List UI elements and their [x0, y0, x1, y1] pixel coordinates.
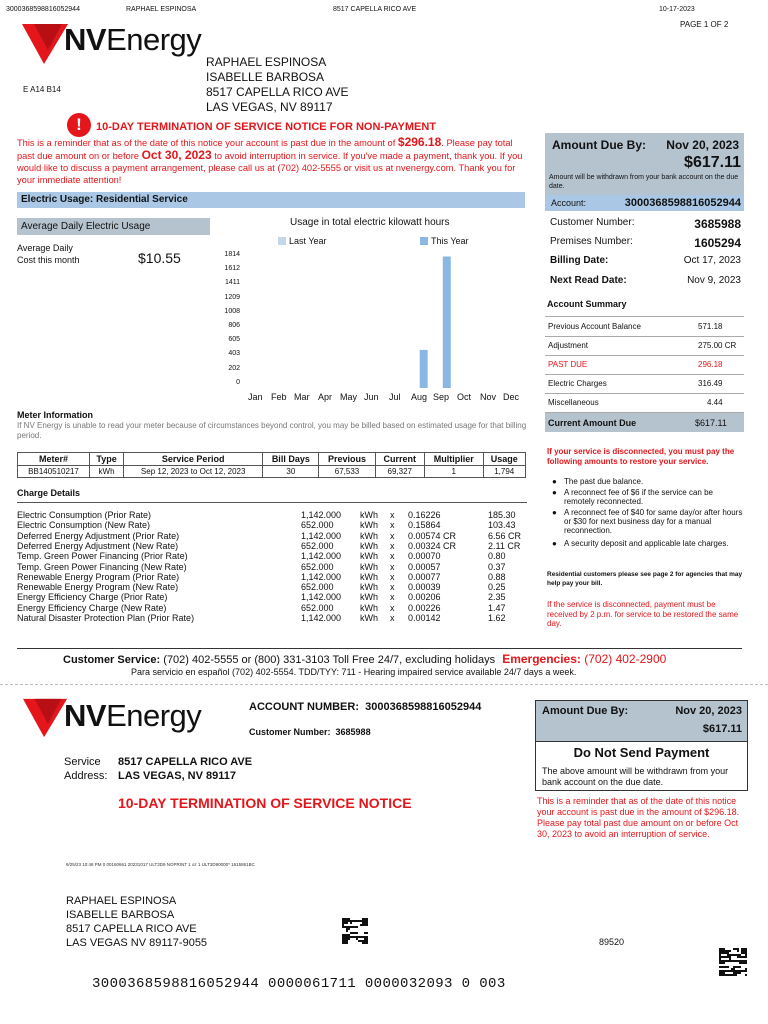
- charge-row: [17, 510, 527, 520]
- summary-row-past-due: [545, 355, 744, 375]
- charge-cell: 0.00574 CR: [408, 530, 457, 541]
- y-tick-label: 0: [236, 378, 240, 386]
- notice-text-part: to avoid interruption in service. If you've made a payment, thank you. If you would like to discuss a payment arrangement, please call us at (702) 402-5555 or visit us at nvenergy.com. Thank you for your immediate attention!: [17, 151, 523, 185]
- summary-row: [545, 374, 744, 394]
- tear-line: [0, 684, 768, 685]
- notice-text-part: . Please pay total past due amount on or before: [17, 138, 513, 161]
- zip-code: 89520: [599, 937, 625, 947]
- disconnect-bullet: ● A reconnect fee of $6 if the service can be remotely reconnected.: [564, 488, 744, 506]
- charge-cell: x: [390, 540, 395, 551]
- recipient-line: RAPHAEL ESPINOSA: [206, 55, 327, 69]
- avg-cost-label: [17, 242, 80, 266]
- summary-label: Previous Account Balance: [548, 322, 641, 331]
- x-month-label: Dec: [503, 392, 520, 402]
- amount-due-label: Amount Due By:: [552, 138, 646, 152]
- stub-customer-line: [249, 727, 371, 737]
- charge-cell: x: [390, 613, 395, 623]
- summary-label: Adjustment: [548, 341, 589, 350]
- charge-cell: Deferred Energy Adjustment (Prior Rate): [17, 530, 180, 541]
- notice-amount: $296.18: [397, 135, 442, 149]
- summary-value: 316.49: [698, 379, 723, 388]
- charge-cell: 0.80: [488, 551, 506, 562]
- meter-col-header: Usage: [483, 453, 525, 466]
- bar-aug-this-year: [420, 350, 428, 388]
- charge-cell: kWh: [360, 561, 378, 572]
- notice-text: [17, 136, 529, 186]
- meter-cell: 69,327: [375, 466, 424, 478]
- mailing-address: [66, 894, 207, 950]
- charge-cell: 185.30: [488, 510, 516, 520]
- account-label: Account:: [551, 198, 587, 208]
- stub-customer-label: Customer Number:: [249, 727, 331, 737]
- account-value: 3000368598816052944: [624, 197, 741, 209]
- emergency-phone: (702) 402-2900: [584, 652, 667, 666]
- charge-cell: Renewable Energy Program (New Rate): [17, 582, 179, 593]
- notice-date: Oct 30, 2023: [141, 148, 212, 162]
- usage-chart: [244, 255, 524, 390]
- charge-cell: 1,142.000: [301, 592, 342, 603]
- notice-text-part: This is a reminder that as of the date of this notice your account is past due in the amount of: [17, 138, 396, 148]
- charge-cell: 0.00070: [408, 551, 441, 562]
- next-read-date-row: [545, 275, 744, 286]
- charge-cell: Temp. Green Power Financing (New Rate): [17, 561, 187, 572]
- charge-cell: 0.15864: [408, 520, 441, 531]
- charge-cell: x: [390, 602, 395, 613]
- mail-line: ISABELLE BARBOSA: [66, 909, 175, 921]
- header-account-number: 3000368598816052944: [6, 6, 80, 13]
- customer-number-row: [545, 217, 744, 231]
- bar-sep-this-year: [443, 257, 451, 389]
- charge-cell: 652.000: [301, 602, 334, 613]
- charge-row: [17, 520, 527, 530]
- y-tick-label: 1612: [224, 265, 240, 273]
- stub-customer-value: 3685988: [335, 727, 371, 737]
- charge-cell: 2.11 CR: [488, 540, 521, 551]
- y-tick-label: 1411: [224, 279, 240, 287]
- qr-code-icon: [342, 918, 368, 944]
- y-tick-label: 1814: [224, 251, 240, 258]
- customer-service-line: [63, 652, 666, 666]
- charge-cell: 0.25: [488, 582, 506, 593]
- charge-cell: 0.00057: [408, 561, 441, 572]
- info-label: Next Read Date:: [550, 275, 627, 286]
- stub-payment-box: [535, 741, 748, 791]
- payment-note: If the service is disconnected, payment must be received by 2 p.m. for service to be restored the same day.: [547, 600, 739, 628]
- charge-cell: x: [390, 551, 395, 562]
- nv-energy-logo: [22, 20, 202, 68]
- current-amount-value: $617.11: [695, 418, 727, 428]
- charge-cell: 103.43: [488, 520, 516, 531]
- logo-energy: Energy: [106, 698, 202, 733]
- x-month-label: Jan: [248, 392, 263, 402]
- charge-cell: 0.00206: [408, 592, 441, 603]
- info-value: Nov 9, 2023: [687, 275, 741, 286]
- recipient-line: LAS VEGAS, NV 89117: [206, 100, 333, 114]
- logo-mark-icon: [22, 695, 70, 741]
- cs-divider: [17, 648, 742, 649]
- charge-cell: kWh: [360, 530, 378, 541]
- charge-row: [17, 613, 527, 623]
- usage-bar-key: Electric Usage:: [21, 194, 94, 205]
- service-label-line: Address:: [64, 770, 108, 782]
- info-value: 3685988: [694, 217, 741, 231]
- disconnect-bullet: ● The past due balance.: [564, 477, 744, 486]
- info-label: Customer Number:: [550, 217, 635, 228]
- x-month-label: Mar: [294, 392, 310, 402]
- charge-cell: Energy Efficiency Charge (Prior Rate): [17, 592, 168, 603]
- charge-cell: 652.000: [301, 582, 334, 593]
- header-address: 8517 CAPELLA RICO AVE: [333, 6, 417, 13]
- logo-nv: NV: [64, 22, 107, 57]
- warning-icon: !: [67, 113, 91, 137]
- charge-divider: [17, 502, 527, 503]
- charge-row: [17, 562, 527, 572]
- stub-account-label: ACCOUNT NUMBER:: [249, 701, 359, 713]
- stub-due-label: Amount Due By:: [542, 705, 629, 717]
- avg-usage-header: [17, 218, 210, 235]
- stub-account-line: [249, 701, 481, 713]
- charge-cell: kWh: [360, 602, 378, 613]
- charge-row: [17, 582, 527, 592]
- disconnect-bullet: ● A reconnect fee of $40 for same day/or after hours or $30 for next business day for a manual reconnection.: [564, 508, 744, 535]
- charge-cell: x: [390, 561, 395, 572]
- stub-amount-box: [535, 700, 748, 742]
- x-month-label: Sep: [433, 392, 450, 402]
- meter-cell: BB140510217: [18, 466, 90, 478]
- charge-row: [17, 531, 527, 541]
- charge-cell: Temp. Green Power Financing (Prior Rate): [17, 551, 188, 562]
- y-tick-label: 403: [228, 350, 240, 358]
- account-summary-title: Account Summary: [547, 299, 627, 309]
- meter-cell: 30: [263, 466, 319, 478]
- mail-line: RAPHAEL ESPINOSA: [66, 895, 177, 907]
- emergency-group: [502, 652, 666, 666]
- summary-row: [545, 393, 744, 413]
- charge-cell: x: [390, 510, 395, 520]
- charge-cell: kWh: [360, 540, 378, 551]
- charge-cell: 1,142.000: [301, 551, 342, 562]
- charge-row: [17, 603, 527, 613]
- stub-due-date: Nov 20, 2023: [675, 705, 742, 717]
- avg-label-line: Cost this month: [17, 255, 80, 265]
- charge-cell: 0.37: [488, 561, 506, 572]
- summary-value: 275.00 CR: [698, 341, 737, 350]
- meter-cell: Sep 12, 2023 to Oct 12, 2023: [124, 466, 263, 478]
- info-value: Oct 17, 2023: [683, 255, 741, 266]
- charge-cell: 652.000: [301, 540, 334, 551]
- meter-info-note: If NV Energy is unable to read your meter because of circumstances beyond control, you may be billed based on estimated usage for that billing period.: [17, 421, 527, 440]
- legend-swatch-last-year: [278, 237, 286, 245]
- stub-reminder: This is a reminder that as of the date of this notice your account is past due in the amount of $296.18. Please pay total past due amount on or before Oct 30, 2023 to avoid an interruption of service.: [537, 796, 740, 839]
- service-label-line: Service: [64, 756, 101, 768]
- charge-cell: 0.00039: [408, 582, 441, 593]
- meter-col-header: Current: [375, 453, 424, 466]
- usage-bar-label: [21, 194, 188, 205]
- emergency-label: Emergencies:: [502, 652, 581, 666]
- charge-cell: 1,142.000: [301, 530, 342, 541]
- amount-due-date: Nov 20, 2023: [666, 138, 739, 152]
- amount-due-note: Amount will be withdrawn from your bank account on the due date.: [549, 174, 739, 190]
- meter-col-header: Service Period: [124, 453, 263, 466]
- cs-label: Customer Service:: [63, 654, 161, 666]
- residential-note: Residential customers please see page 2 for agencies that may help pay your bill.: [547, 571, 743, 587]
- current-amount-due-row: [545, 413, 744, 432]
- charge-cell: 652.000: [301, 520, 334, 531]
- x-month-label: Apr: [318, 392, 333, 402]
- x-month-label: Oct: [457, 392, 472, 402]
- current-amount-label: Current Amount Due: [548, 418, 637, 428]
- charge-details-title: Charge Details: [17, 488, 81, 498]
- charge-cell: x: [390, 592, 395, 603]
- charge-cell: 1,142.000: [301, 510, 342, 520]
- charge-cell: x: [390, 520, 395, 531]
- charge-cell: 1.62: [488, 613, 506, 623]
- meter-cell: 1: [424, 466, 483, 478]
- charge-cell: 0.00226: [408, 602, 441, 613]
- charge-cell: 0.00142: [408, 613, 441, 623]
- charge-cell: 1,142.000: [301, 613, 342, 623]
- meter-cell: 1,794: [483, 466, 525, 478]
- y-tick-label: 1209: [224, 293, 240, 301]
- avg-label-line: Average Daily: [17, 243, 73, 253]
- stub-account-value: 3000368598816052944: [365, 701, 482, 713]
- recipient-line: 8517 CAPELLA RICO AVE: [206, 85, 349, 99]
- meter-cell: kWh: [90, 466, 124, 478]
- charge-cell: 2.35: [488, 592, 506, 603]
- summary-label: PAST DUE: [548, 360, 588, 369]
- charge-cell: 652.000: [301, 561, 334, 572]
- meter-table: [17, 452, 526, 478]
- billing-date-row: [545, 255, 744, 266]
- charge-cell: kWh: [360, 592, 378, 603]
- summary-row: [545, 317, 744, 337]
- charge-cell: x: [390, 571, 395, 582]
- charge-row: [17, 551, 527, 561]
- info-value: 1605294: [694, 236, 741, 250]
- charge-cell: Electric Consumption (Prior Rate): [17, 510, 152, 520]
- charge-cell: x: [390, 530, 395, 541]
- avg-usage-title: Average Daily Electric Usage: [21, 221, 151, 232]
- charge-cell: 0.88: [488, 571, 506, 582]
- legend-last-year: Last Year: [289, 236, 327, 246]
- header-date: 10-17-2023: [659, 6, 695, 13]
- x-month-label: Nov: [480, 392, 497, 402]
- charge-cell: kWh: [360, 582, 378, 593]
- charge-cell: Energy Efficiency Charge (New Rate): [17, 602, 167, 613]
- print-code: 9/25/23 10:48 PM 0 00160661 20231017 ULT3D9 NOPRINT 1 oz 1 ULT3D90000* 1615861BC: [66, 862, 255, 867]
- x-month-label: Aug: [411, 392, 428, 402]
- withdraw-note: The above amount will be withdrawn from your bank account on the due date.: [542, 766, 729, 787]
- meter-col-header: Type: [90, 453, 124, 466]
- charge-cell: Electric Consumption (New Rate): [17, 520, 151, 531]
- charge-cell: x: [390, 582, 395, 593]
- charge-cell: 1.47: [488, 602, 506, 613]
- cs-phones: (702) 402-5555 or (800) 331-3103 Toll Free 24/7, excluding holidays: [163, 654, 496, 666]
- charge-row: [17, 592, 527, 602]
- meter-col-header: Previous: [319, 453, 375, 466]
- legend-swatch-this-year: [420, 237, 428, 245]
- summary-value: 296.18: [698, 360, 723, 369]
- summary-value: 571.18: [698, 322, 723, 331]
- y-tick-label: 1008: [224, 307, 240, 315]
- stub-service-address: [118, 755, 252, 783]
- legend-this-year: This Year: [431, 236, 469, 246]
- mail-line: 8517 CAPELLA RICO AVE: [66, 923, 197, 935]
- usage-bar-value: Residential Service: [96, 194, 188, 205]
- recipient-line: ISABELLE BARBOSA: [206, 70, 325, 84]
- y-tick-label: 806: [228, 322, 240, 329]
- summary-label: Electric Charges: [548, 379, 607, 388]
- charge-cell: kWh: [360, 520, 378, 531]
- charge-cell: 0.00324 CR: [408, 540, 457, 551]
- charge-cell: kWh: [360, 551, 378, 562]
- ocr-scanline: 3000368598816052944 0000061711 0000032093 0 003: [92, 976, 506, 992]
- header-name: RAPHAEL ESPINOSA: [126, 6, 197, 13]
- disconnect-heading: If your service is disconnected, you must pay the following amounts to restore your service.: [547, 447, 735, 466]
- summary-value: 4.44: [707, 398, 723, 407]
- do-not-send-payment: Do Not Send Payment: [573, 745, 710, 760]
- recipient-block: [206, 55, 349, 115]
- info-label: Premises Number:: [550, 236, 633, 247]
- meter-header-row: [18, 453, 526, 466]
- disconnect-bullet: ● A security deposit and applicable late charges.: [564, 539, 744, 548]
- x-month-label: Jul: [389, 392, 401, 402]
- logo-energy: Energy: [106, 22, 202, 57]
- charge-cell: 6.56 CR: [488, 530, 522, 541]
- meter-col-header: Meter#: [18, 453, 90, 466]
- meter-cell: 67,533: [319, 466, 375, 478]
- avg-cost-value: $10.55: [138, 250, 181, 266]
- logo-mark-icon: [22, 20, 70, 68]
- amount-due-value: $617.11: [684, 154, 741, 171]
- stub-service-label: [64, 755, 107, 783]
- charge-row: [17, 541, 527, 551]
- y-tick-label: 202: [228, 364, 240, 372]
- qr-code-icon: [719, 948, 747, 976]
- meter-data-row: [18, 466, 526, 478]
- mail-line: LAS VEGAS NV 89117-9055: [66, 937, 208, 949]
- charge-cell: kWh: [360, 613, 378, 623]
- service-address-line: 8517 CAPELLA RICO AVE: [118, 756, 253, 768]
- meter-col-header: Bill Days: [263, 453, 319, 466]
- x-month-label: Feb: [271, 392, 287, 402]
- meter-info-title: Meter Information: [17, 410, 94, 420]
- charge-cell: kWh: [360, 510, 378, 520]
- account-bar: [545, 195, 744, 211]
- notice-title: 10-DAY TERMINATION OF SERVICE NOTICE FOR NON-PAYMENT: [96, 121, 437, 133]
- charge-cell: Deferred Energy Adjustment (New Rate): [17, 540, 179, 551]
- charge-cell: Renewable Energy Program (Prior Rate): [17, 571, 180, 582]
- info-label: Billing Date:: [550, 255, 609, 266]
- charge-cell: 0.00077: [408, 571, 441, 582]
- y-tick-label: 605: [228, 336, 240, 344]
- chart-title: Usage in total electric kilowatt hours: [290, 217, 450, 228]
- charge-row: [17, 572, 527, 582]
- x-month-label: Jun: [364, 392, 379, 402]
- route-code: E A14 B14: [23, 85, 61, 94]
- charge-cell: Natural Disaster Protection Plan (Prior Rate): [17, 613, 195, 623]
- amount-due-box: [545, 133, 744, 195]
- charge-cell: 0.16226: [408, 510, 441, 520]
- charge-cell: 1,142.000: [301, 571, 342, 582]
- stub-due-amount: $617.11: [702, 723, 742, 735]
- service-address-line: LAS VEGAS, NV 89117: [118, 770, 236, 782]
- premises-number-row: [545, 236, 744, 250]
- meter-col-header: Multiplier: [424, 453, 483, 466]
- spanish-service-line: Para servicio en español (702) 402-5554. TDD/TYY: 711 - Hearing impaired service available 24/7 days a week.: [131, 667, 577, 677]
- logo-nv: NV: [64, 698, 107, 733]
- summary-label: Miscellaneous: [548, 398, 599, 407]
- x-month-label: May: [340, 392, 358, 402]
- summary-row: [545, 336, 744, 356]
- stub-notice-title: 10-DAY TERMINATION OF SERVICE NOTICE: [118, 795, 412, 811]
- nv-energy-logo-stub: [22, 695, 202, 743]
- charge-cell: kWh: [360, 571, 378, 582]
- electric-usage-bar: [17, 192, 525, 208]
- header-page: PAGE 1 OF 2: [680, 20, 729, 29]
